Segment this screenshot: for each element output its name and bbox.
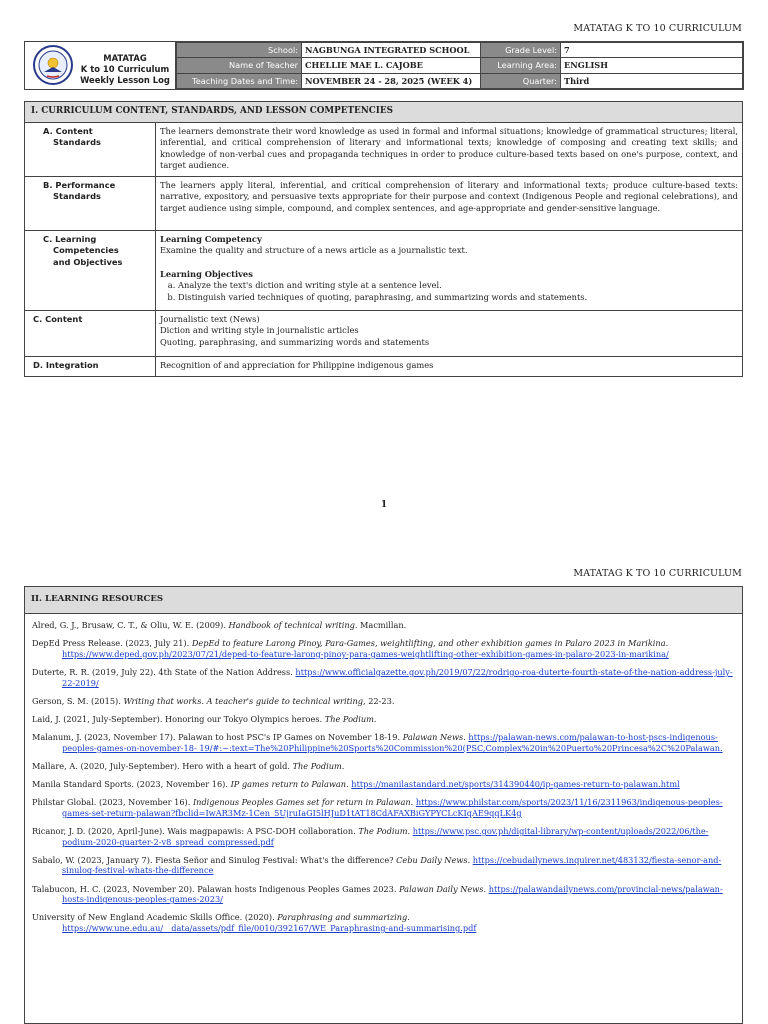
competency-heading: Learning Competency: [160, 233, 262, 244]
learning-resources-section: [24, 586, 743, 1024]
grade-value: 7: [561, 43, 743, 58]
performance-standards-label: B. Performance Standards: [25, 176, 156, 230]
page-number: 1: [380, 500, 388, 510]
reference-item: University of New England Academic Skills Office. (2020). Paraphrasing and summarizing. https://www.une.edu.au/__data/assets/pdf_file/0010/392167/WE_Paraphrasing-and-summarising.pdf: [32, 912, 477, 933]
logo-cell: [25, 42, 176, 89]
section-title: II. LEARNING RESOURCES: [25, 587, 742, 614]
reference-list: [25, 614, 742, 934]
reference-item: Laid, J. (2021, July-September). Honoring our Tokyo Olympics heroes. The Podium.: [32, 713, 377, 724]
reference-item: Talabucon, H. C. (2023, November 20). Palawan hosts Indigenous Peoples Games 2023. Palawan Daily News. https://palawandailynews.com/provincial-news/palawan-hosts-indigenous-peoples-games-2023/: [32, 883, 723, 905]
school-value: NAGBUNGA INTEGRATED SCHOOL: [302, 43, 481, 58]
reference-item: Alred, G. J., Brusaw, C. T., & Oliu, W. E. (2009). Handbook of technical writing. Macmillan.: [32, 620, 407, 630]
integration-text: Recognition of and appreciation for Philippine indigenous games: [156, 356, 743, 376]
deped-seal-icon: [33, 45, 73, 85]
section-title: I. CURRICULUM CONTENT, STANDARDS, AND LESSON COMPETENCIES: [25, 102, 743, 123]
curriculum-section: [24, 101, 743, 377]
area-label: Learning Area:: [481, 58, 561, 73]
reference-item: DepEd Press Release. (2023, July 21). DepEd to feature Larong Pinoy, Para-Games, weightlifting, and other exhibition games in Palaro 2023 in Marikina. https://www.deped.gov.ph/2023/07/21/deped-to-feature-larong-pinoy-para-games-weightlifting-other-exhibition-games-in-palaro-2023-in-marikina/: [32, 638, 669, 659]
teacher-value: CHELLIE MAE L. CAJOBE: [302, 58, 481, 73]
content-standards-text: The learners demonstrate their word knowledge as used in formal and informal situations; knowledge of grammatical structures; literal, inferential, and critical comprehension of literary and informational texts; knowledge of composing and creating text skills; and knowledge of non-verbal cues and propaganda techniques in order to produce culture-based texts based on one's purpose, context, and target audience.: [156, 122, 743, 176]
content-standards-label: A. Content Standards: [25, 122, 156, 176]
reference-link[interactable]: https://www.psc.gov.ph/digital-library/wp-content/uploads/2022/06/the-podium-2020-quarter-2-v8_spread_compressed.pdf: [62, 826, 709, 847]
school-label: School:: [177, 43, 302, 58]
competencies-text: [156, 230, 743, 310]
competencies-label: C. Learning Competencies and Objectives: [25, 230, 156, 310]
reference-item: Mallare, A. (2020, July-September). Hero with a heart of gold. The Podium.: [32, 760, 345, 771]
reference-link[interactable]: https://palawan-news.com/palawan-to-host-pscs-indigenous-peoples-games-on-november-18- 19/#:~:text=The%20Philippine%20Sports%20Commission%20(PSC,Complex%20in%20Puerto%20Princesa%2C%20Palawan.: [62, 732, 723, 753]
quarter-value: Third: [561, 73, 743, 88]
reference-link[interactable]: https://manilastandard.net/sports/314390440/ip-games-return-to-palawan.html: [351, 779, 680, 790]
performance-standards-text: The learners apply literal, inferential, and critical comprehension of literary and informational texts; produce culture-based texts: narrative, expository, and persuasive texts appropriate for their purpose and context (Indigenous People and regional celebrations), and target audience using simple, compound, and complex sentences, and age-appropriate and gender-sensitive language.: [156, 176, 743, 230]
objective-item: b. Distinguish varied techniques of quoting, paraphrasing, and summarizing words and statements.: [178, 292, 738, 304]
reference-item: Manila Standard Sports. (2023, November 16). IP games return to Palawan. https://manilastandard.net/sports/314390440/ip-games-return-to-palawan.html: [32, 779, 680, 790]
page-header: MATATAG K TO 10 CURRICULUM: [573, 568, 742, 579]
content-text: Journalistic text (News) Diction and writing style in journalistic articles Quoting, paraphrasing, and summarizing words and statements: [156, 310, 743, 356]
reference-link[interactable]: https://cebudailynews.inquirer.net/483132/fiesta-senor-and-sinulog-festival-whats-the-difference: [62, 854, 722, 876]
integration-label: D. Integration: [25, 356, 156, 376]
grade-label: Grade Level:: [481, 43, 561, 58]
reference-link[interactable]: https://www.philstar.com/sports/2023/11/16/2311963/indigenous-peoples-games-set-return-palawan?fbclid=IwAR3Mz-1Cen_5UjruIaGI5lHJuD1tAT18CdAFAXBiGYPYCLcKIqAE9qqLK4g: [62, 797, 723, 818]
reference-item: Gerson, S. M. (2015). Writing that works. A teacher's guide to technical writing, 22-23.: [32, 695, 395, 706]
reference-link[interactable]: https://www.deped.gov.ph/2023/07/21/deped-to-feature-larong-pinoy-para-games-weightlifting-other-exhibition-games-in-palaro-2023-in-marikina/: [62, 648, 669, 659]
reference-link[interactable]: https://palawandailynews.com/provincial-news/palawan-hosts-indigenous-peoples-games-2023/: [62, 883, 723, 905]
brand-title: MATATAG K to 10 Curriculum Weekly Lesson Log: [80, 53, 170, 85]
teacher-label: Name of Teacher: [177, 58, 302, 73]
reference-item: Malanum, J. (2023, November 17). Palawan to host PSC's IP Games on November 18-19. Palawan News. https://palawan-news.com/palawan-to-host-pscs-indigenous-peoples-games-on-november-18- 19/#:~:text=The%20Philippine%20Sports%20Commission%20(PSC,Complex%20in%20Puerto%20Princesa%2C%20Palawan.: [32, 732, 723, 753]
reference-item: Sabalo, W. (2023, January 7). Fiesta Señor and Sinulog Festival: What's the difference? Cebu Daily News. https://cebudailynews.inquirer.net/483132/fiesta-senor-and-sinulog-festival-whats-the-difference: [32, 854, 722, 876]
area-value: ENGLISH: [561, 58, 743, 73]
objectives-heading: Learning Objectives: [160, 268, 253, 279]
reference-link[interactable]: https://www.officialgazette.gov.ph/2019/07/22/rodrigo-roa-duterte-fourth-state-of-the-nation-address-july-22-2019/: [62, 666, 733, 688]
objective-item: a. Analyze the text's diction and writing style at a sentence level.: [178, 280, 738, 292]
lesson-log-header: [24, 41, 744, 90]
objectives-list: [160, 280, 738, 303]
reference-item: Duterte, R. R. (2019, July 22). 4th State of the Nation Address. https://www.officialgazette.gov.ph/2019/07/22/rodrigo-roa-duterte-fourth-state-of-the-nation-address-july-22-2019/: [32, 666, 733, 688]
page-header: MATATAG K TO 10 CURRICULUM: [573, 23, 742, 34]
reference-item: Ricanor, J. D. (2020, April-June). Wais magpapawis: A PSC-DOH collaboration. The Podium. https://www.psc.gov.ph/digital-library/wp-content/uploads/2022/06/the-podium-2020-quarter-2-v8_spread_compressed.pdf: [32, 826, 709, 847]
reference-item: Philstar Global. (2023, November 16). Indigenous Peoples Games set for return in Palawan. https://www.philstar.com/sports/2023/11/16/2311963/indigenous-peoples-games-set-return-palawan?fbclid=IwAR3Mz-1Cen_5UjruIaGI5lHJuD1tAT18CdAFAXBiGYPYCLcKIqAE9qqLK4g: [32, 797, 723, 818]
competency-text: Examine the quality and structure of a news article as a journalistic text.: [160, 245, 468, 256]
quarter-label: Quarter:: [481, 73, 561, 88]
dates-label: Teaching Dates and Time:: [177, 73, 302, 88]
content-label: C. Content: [25, 310, 156, 356]
header-info-table: [176, 42, 743, 89]
dates-value: NOVEMBER 24 - 28, 2025 (WEEK 4): [302, 73, 481, 88]
reference-link[interactable]: https://www.une.edu.au/__data/assets/pdf_file/0010/392167/WE_Paraphrasing-and-summarising.pdf: [62, 923, 477, 933]
